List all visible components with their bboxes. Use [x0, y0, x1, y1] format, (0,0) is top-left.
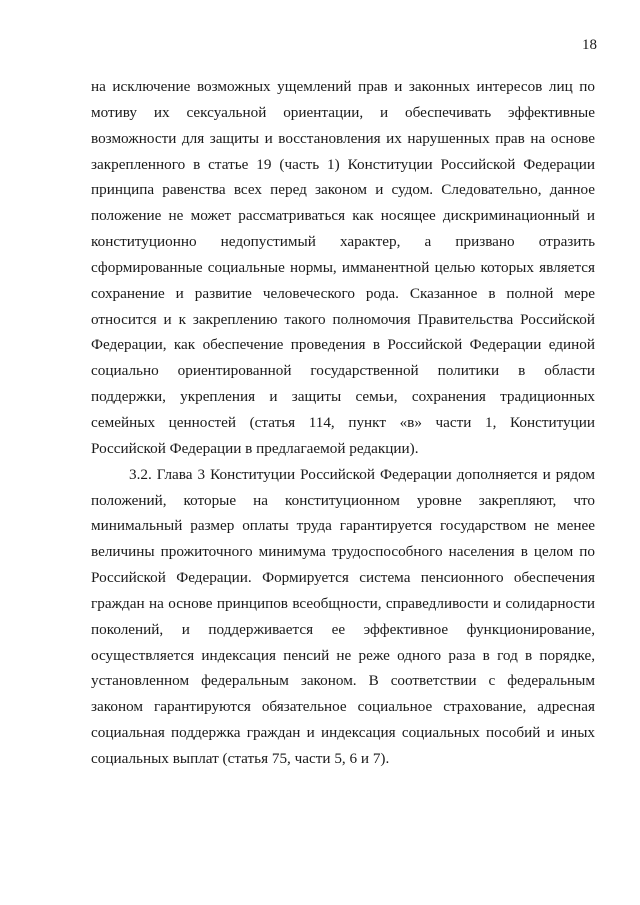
paragraph-section-3-2: 3.2. Глава 3 Конституции Российской Федерации дополняется и рядом положений, которые на конституционном уровне закрепляют, что минимальный размер оплаты труда гарантируется государством не менее величины прожиточного минимума трудоспособного населения в целом по Российской Федерации. Формируется система пенсионного обеспечения граждан на основе принципов всеобщности, справедливости и солидарности поколений, и поддерживается ее эффективное функционирование, осуществляется индексация пенсий не реже одного раза в год в порядке, установленном федеральным законом. В соответствии с федеральным законом гарантируются обязательное социальное страхование, адресная социальная поддержка граждан и индексация социальных пособий и иных социальных выплат (статья 75, части 5, 6 и 7).	[91, 465, 595, 767]
document-body	[91, 74, 595, 772]
paragraph-continuation: на исключение возможных ущемлений прав и законных интересов лиц по мотиву их сексуальной ориентации, и обеспечивать эффективные возможности для защиты и восстановления их нарушенных прав на основе закрепленного в статье 19 (часть 1) Конституции Российской Федерации принципа равенства всех перед законом и судом. Следовательно, данное положение не может рассматриваться как носящее дискриминационный и конституционно недопустимый характер, а призвано отразить сформированные социальные нормы, имманентной целью которых является сохранение и развитие человеческого рода. Сказанное в полной мере относится и к закреплению такого полномочия Правительства Российской Федерации, как обеспечение проведения в Российской Федерации единой социально ориентированной государственной политики в области поддержки, укрепления и защиты семьи, сохранения традиционных семейных ценностей (статья 114, пункт «в» части 1, Конституции Российской Федерации в предлагаемой редакции).	[91, 78, 595, 457]
page-number: 18	[582, 37, 597, 53]
